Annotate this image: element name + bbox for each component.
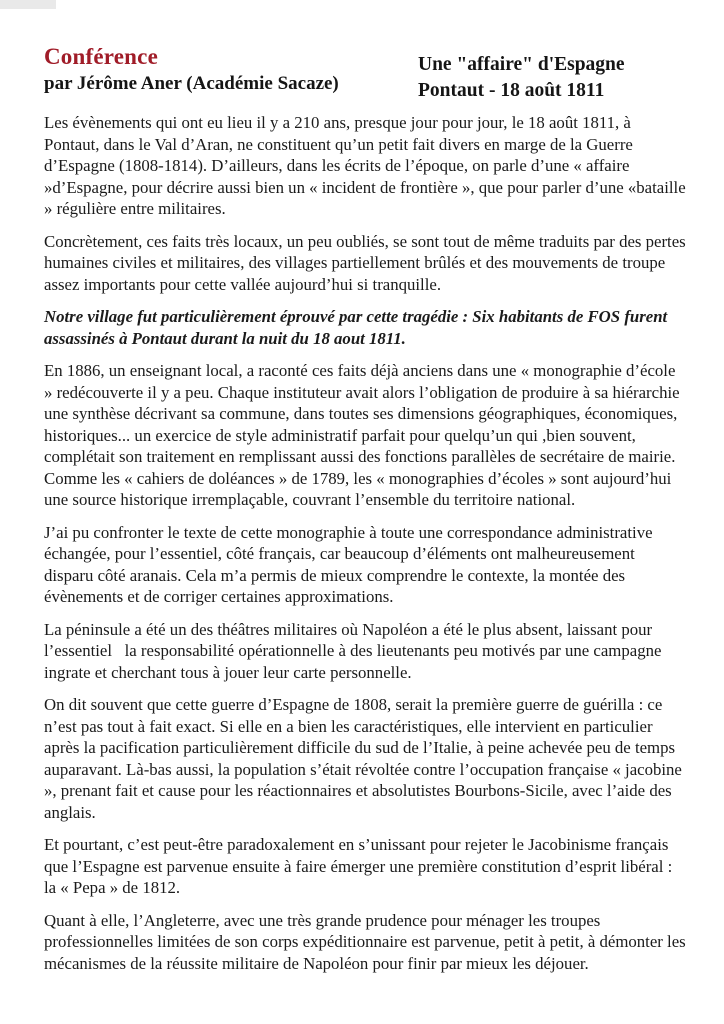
header-right <box>418 52 625 104</box>
scan-artifact <box>0 0 56 9</box>
article-paragraph-4: En 1886, un enseignant local, a raconté ces faits déjà anciens dans une « monographie d’école » redécouverte il y a peu. Chaque instituteur avait alors l’obligation de produire à sa hiérarchie une synthèse décrivant sa commune, dans toutes ses dimensions géographiques, économiques, historiques... un exercice de style administratif parfait pour quelqu’un qui ,bien souvent, complétait son traitement en remplissant aussi des fonctions parallèles de secrétaire de mairie. Comme les « cahiers de doléances » de 1789, les « monographies d’écoles » sont aujourd’hui une source historique irremplaçable, couvrant l’ensemble du territoire national. <box>44 361 680 509</box>
author-byline: par Jérôme Aner (Académie Sacaze) <box>44 73 339 94</box>
article-paragraph-1: Les évènements qui ont eu lieu il y a 210 ans, presque jour pour jour, le 18 août 1811, à Pontaut, dans le Val d’Aran, ne constituent qu’un petit fait divers en marge de la Guerre d’Espagne (1808-1814). D’ailleurs, dans les écrits de l’époque, on parle d’une « affaire »d’Espagne, pour décrire aussi bien un « incident de frontière », que pour parler d’une «bataille » régulière entre militaires. <box>44 113 686 218</box>
article-paragraph-7: On dit souvent que cette guerre d’Espagne de 1808, serait la première guerre de guérilla : ce n’est pas tout à fait exact. Si elle en a bien les caractéristiques, elle intervient en particulier après la pacification particulièrement difficile du sud de l’Italie, à peine achevée peu de temps auparavant. Là-bas aussi, la population s’était révoltée contre l’occupation française « jacobine », prenant fait et cause pour les réactionnaires et absolutistes Bourbons-Sicile, avec l’aide des anglais. <box>44 695 682 822</box>
article-paragraph-8: Et pourtant, c’est peut-être paradoxalement en s’unissant pour rejeter le Jacobinisme français que l’Espagne est parvenue ensuite à faire émerger une première constitution d’esprit libéral : la « Pepa » de 1812. <box>44 835 673 897</box>
article-paragraph-6: La péninsule a été un des théâtres militaires où Napoléon a été le plus absent, laissant pour l’essentiel la responsabilité opérationnelle à des lieutenants peu motivés par une campagne ingrate et cherchant tous à jouer leur carte personnelle. <box>44 619 662 682</box>
article-paragraph-9: Quant à elle, l’Angleterre, avec une très grande prudence pour ménager les troupes professionnelles limitées de son corps expéditionnaire est parvenue, petit à petit, à démonter les mécanismes de la réussite militaire de Napoléon pour finir par mieux les déjouer. <box>44 910 686 973</box>
event-place-date: Pontaut - 18 août 1811 <box>418 80 605 101</box>
page-title: Conférence <box>44 44 158 69</box>
article-paragraph-2: Concrètement, ces faits très locaux, un peu oubliés, se sont tout de même traduits par des pertes humaines civiles et militaires, des villages partiellement brûlés et des mouvements de troupe assez importants pour cette vallée aujourd’hui si tranquille. <box>44 231 686 294</box>
header-left <box>44 44 339 95</box>
article-body <box>44 112 686 985</box>
article-paragraph-3-emphasis: Notre village fut particulièrement éprouvé par cette tragédie : Six habitants de FOS furent assassinés à Pontaut durant la nuit du 18 aout 1811. <box>44 307 668 348</box>
article-paragraph-5: J’ai pu confronter le texte de cette monographie à toute une correspondance administrative échangée, pour l’essentiel, côté français, car beaucoup d’éléments ont malheureusement disparu côté aranais. Cela m’a permis de mieux comprendre le contexte, la montée des évènements et de corriger certaines approximations. <box>44 522 653 606</box>
event-title: Une "affaire" d'Espagne <box>418 54 625 75</box>
